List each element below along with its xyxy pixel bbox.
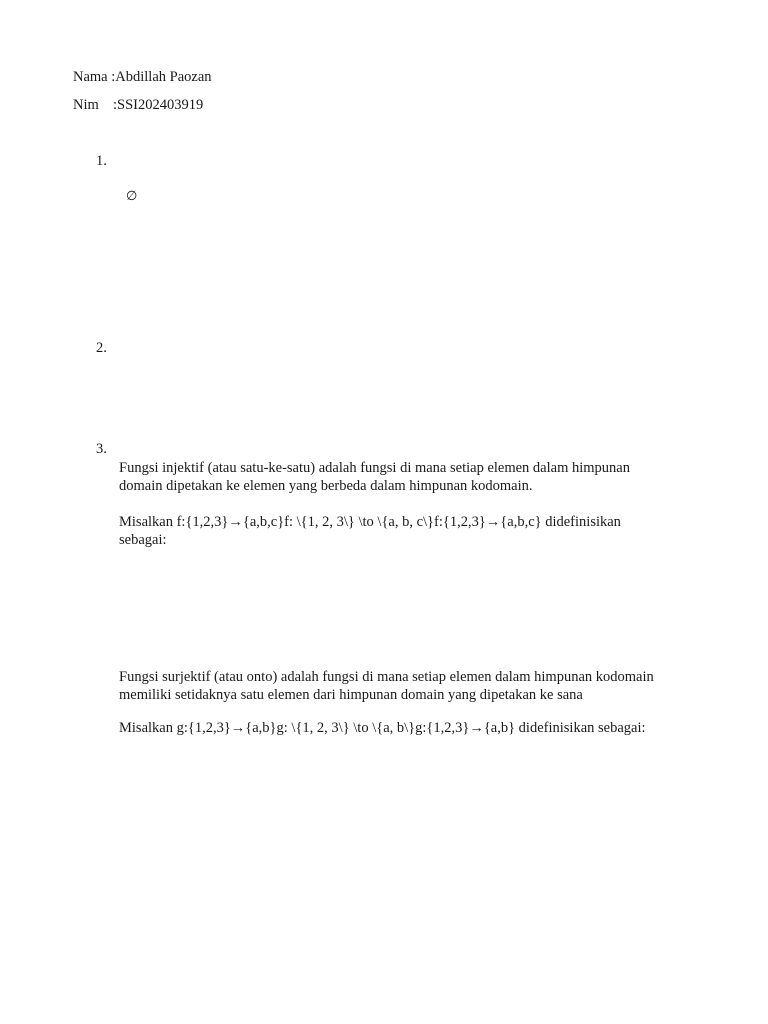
injektif-example-line-1: Misalkan f:{1,2,3}→{a,b,c}f: \{1, 2, 3\} \to \{a, b, c\}f:{1,2,3}→{a,b,c} didefinisikan [119, 514, 621, 530]
item-number-3: 3. [96, 441, 107, 457]
surjektif-example: Misalkan g:{1,2,3}→{a,b}g: \{1, 2, 3\} \to \{a, b\}g:{1,2,3}→{a,b} didefinisikan sebagai: [119, 720, 646, 736]
injektif-paragraph [119, 459, 630, 495]
nim-separator: : [113, 97, 118, 113]
name-line [73, 69, 212, 86]
name-label: Nama : [73, 69, 116, 85]
injektif-example-line-2: sebagai: [119, 532, 167, 548]
injektif-line-1: Fungsi injektif (atau satu-ke-satu) adalah fungsi di mana setiap elemen dalam himpunan [119, 460, 630, 476]
nim-line [73, 97, 203, 114]
injektif-example [119, 513, 621, 549]
item-number-1: 1. [96, 153, 107, 169]
surjektif-line-2: memiliki setidaknya satu elemen dari himpunan domain yang dipetakan ke sana [119, 687, 583, 703]
name-value: Abdillah Paozan [115, 69, 212, 85]
item-number-2: 2. [96, 340, 107, 356]
surjektif-line-1: Fungsi surjektif (atau onto) adalah fungsi di mana setiap elemen dalam himpunan kodomain [119, 669, 654, 685]
nim-value: SSI202403919 [117, 97, 204, 113]
injektif-line-2: domain dipetakan ke elemen yang berbeda dalam himpunan kodomain. [119, 478, 533, 494]
empty-set-symbol: ∅ [126, 189, 138, 204]
surjektif-paragraph [119, 668, 654, 704]
nim-label: Nim [73, 97, 99, 113]
